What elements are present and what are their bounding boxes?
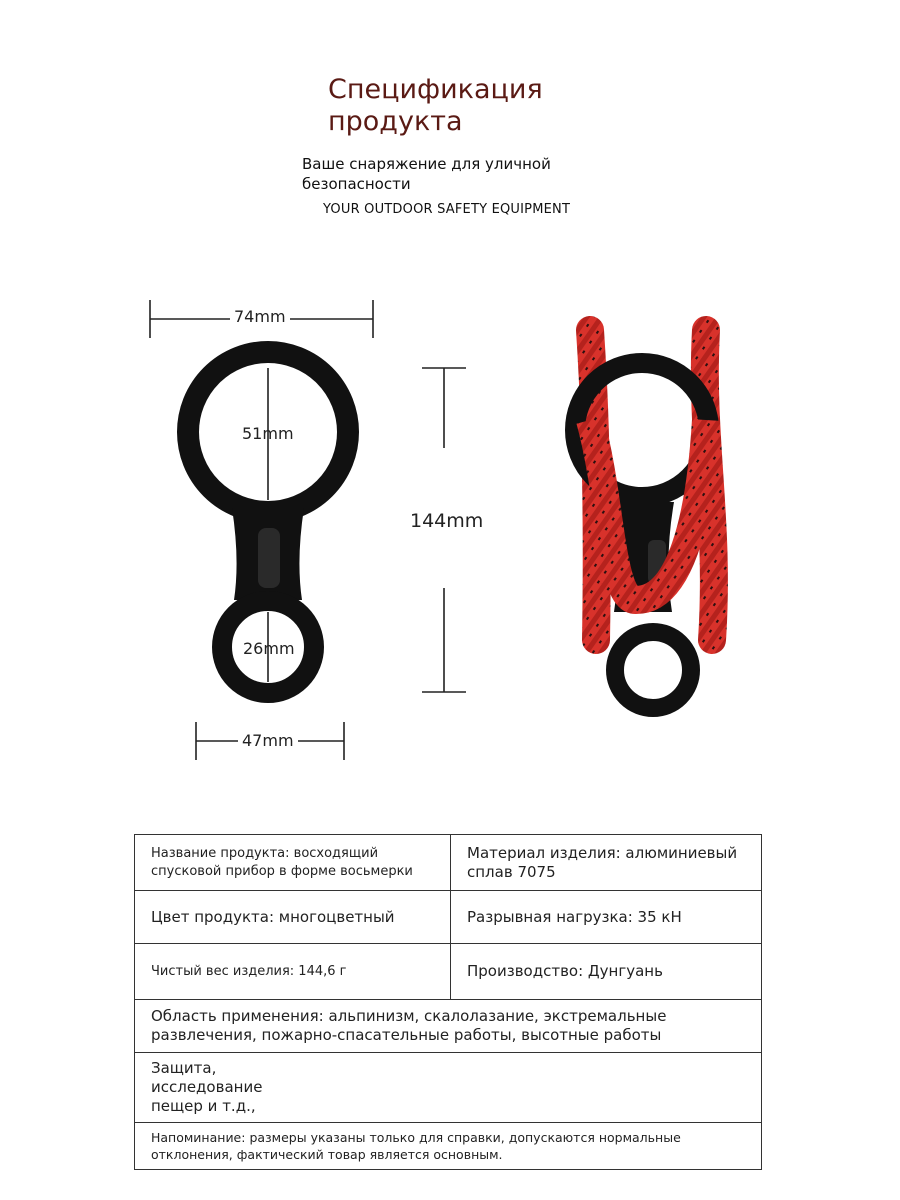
spec-application: Область применения: альпинизм, скалолазание, экстремальные развлечения, пожарно-спасательные работы, высотные работы xyxy=(135,1000,762,1053)
spec-name: Название продукта: восходящий спусковой прибор в форме восьмерки xyxy=(135,835,451,891)
spec-reminder: Напоминание: размеры указаны только для справки, допускаются нормальные отклонения, фактический товар является основным. xyxy=(135,1123,762,1170)
spec-origin: Производство: Дунгуань xyxy=(451,944,762,1000)
spec-protection: Защита, исследование пещер и т.д., xyxy=(135,1053,762,1123)
dim-bottom-width: 47mm xyxy=(238,731,298,750)
page-title: Спецификация продукта xyxy=(328,74,543,137)
dim-small-ring: 26mm xyxy=(243,639,295,658)
spec-weight: Чистый вес изделия: 144,6 г xyxy=(135,944,451,1000)
device-slot xyxy=(258,528,280,588)
dim-large-ring: 51mm xyxy=(242,424,294,443)
dim-height: 144mm xyxy=(406,510,487,532)
dim-top-width: 74mm xyxy=(230,307,290,326)
spec-table xyxy=(134,834,762,1170)
spec-material: Материал изделия: алюминиевый сплав 7075 xyxy=(451,835,762,891)
spec-color: Цвет продукта: многоцветный xyxy=(135,891,451,944)
device-with-rope-photo xyxy=(575,330,714,708)
tagline: YOUR OUTDOOR SAFETY EQUIPMENT xyxy=(323,202,571,217)
page-subtitle: Ваше снаряжение для уличной безопасности xyxy=(302,155,551,193)
spec-breaking-load: Разрывная нагрузка: 35 кН xyxy=(451,891,762,944)
